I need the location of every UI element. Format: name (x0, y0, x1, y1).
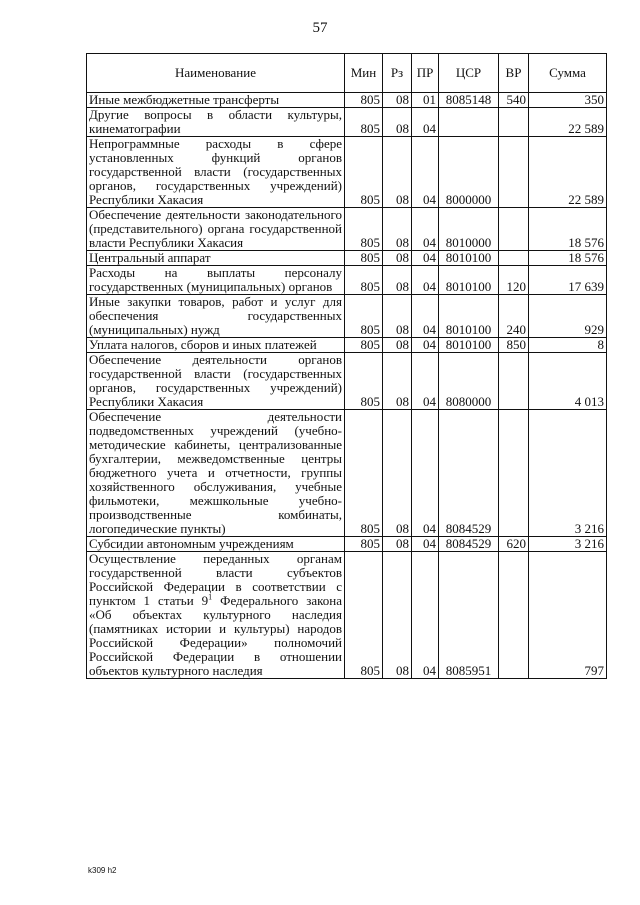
table-row (87, 353, 607, 410)
row-vr (499, 552, 529, 679)
row-csr: 8010100 (439, 295, 499, 338)
row-vr: 240 (499, 295, 529, 338)
header-min: Мин (345, 54, 383, 93)
row-csr: 8010100 (439, 251, 499, 266)
row-pr: 04 (412, 410, 439, 537)
row-csr: 8010100 (439, 338, 499, 353)
row-csr: 8000000 (439, 137, 499, 208)
row-name: Иные закупки товаров, работ и услуг для обеспечения государственных (муниципальных) нужд (87, 295, 345, 338)
row-sum: 797 (529, 552, 607, 679)
row-vr (499, 108, 529, 137)
row-rz: 08 (383, 353, 412, 410)
row-rz: 08 (383, 93, 412, 108)
row-name-part: Федерального закона «Об объектах культурного наследия (памятниках истории и культуры) народов Российской Федерации» полномочий Российской Федерации в отношении объектов культурного наследия (89, 593, 342, 678)
header-csr: ЦСР (439, 54, 499, 93)
row-min: 805 (345, 208, 383, 251)
row-sum: 22 589 (529, 108, 607, 137)
row-vr (499, 251, 529, 266)
row-pr: 04 (412, 552, 439, 679)
row-vr (499, 410, 529, 537)
table-row (87, 410, 607, 537)
row-sum: 929 (529, 295, 607, 338)
superscript-footnote: 1 (208, 592, 213, 602)
row-pr: 04 (412, 338, 439, 353)
table-row (87, 137, 607, 208)
row-rz: 08 (383, 108, 412, 137)
row-min: 805 (345, 266, 383, 295)
row-vr: 120 (499, 266, 529, 295)
row-name: Уплата налогов, сборов и иных платежей (87, 338, 345, 353)
row-csr: 8080000 (439, 353, 499, 410)
row-min: 805 (345, 353, 383, 410)
row-sum: 17 639 (529, 266, 607, 295)
row-csr: 8010100 (439, 266, 499, 295)
header-pr: ПР (412, 54, 439, 93)
table-row (87, 266, 607, 295)
row-rz: 08 (383, 137, 412, 208)
budget-table (86, 53, 607, 679)
row-csr: 8084529 (439, 410, 499, 537)
row-sum: 3 216 (529, 537, 607, 552)
table-row (87, 108, 607, 137)
table-row (87, 251, 607, 266)
row-name: Центральный аппарат (87, 251, 345, 266)
row-pr: 04 (412, 208, 439, 251)
table-row (87, 93, 607, 108)
header-vr: ВР (499, 54, 529, 93)
row-min: 805 (345, 251, 383, 266)
row-vr: 850 (499, 338, 529, 353)
header-name: Наименование (87, 54, 345, 93)
row-sum: 4 013 (529, 353, 607, 410)
row-pr: 04 (412, 108, 439, 137)
row-csr: 8085148 (439, 93, 499, 108)
row-rz: 08 (383, 338, 412, 353)
table-row (87, 552, 607, 679)
row-rz: 08 (383, 410, 412, 537)
row-sum: 350 (529, 93, 607, 108)
row-vr: 540 (499, 93, 529, 108)
row-pr: 04 (412, 266, 439, 295)
row-csr: 8084529 (439, 537, 499, 552)
row-pr: 04 (412, 353, 439, 410)
row-csr: 8085951 (439, 552, 499, 679)
row-min: 805 (345, 108, 383, 137)
row-pr: 04 (412, 251, 439, 266)
row-vr (499, 137, 529, 208)
table-header-row (87, 54, 607, 93)
row-pr: 04 (412, 537, 439, 552)
row-min: 805 (345, 410, 383, 537)
row-sum: 8 (529, 338, 607, 353)
row-rz: 08 (383, 295, 412, 338)
row-name: Расходы на выплаты персоналу государственных (муниципальных) органов (87, 266, 345, 295)
row-name (87, 552, 345, 679)
row-csr (439, 108, 499, 137)
row-sum: 18 576 (529, 251, 607, 266)
row-vr (499, 208, 529, 251)
footer-code: k309 h2 (88, 866, 117, 875)
row-name: Иные межбюджетные трансферты (87, 93, 345, 108)
row-sum: 3 216 (529, 410, 607, 537)
row-name: Обеспечение деятельности органов государственной власти (государственных органов, государственных учреждений) Республики Хакасия (87, 353, 345, 410)
row-csr: 8010000 (439, 208, 499, 251)
table-row (87, 208, 607, 251)
row-rz: 08 (383, 208, 412, 251)
row-min: 805 (345, 338, 383, 353)
row-name-part: Осуществление переданных органам государственной власти субъектов Российской Федерации в соответствии с пунктом 1 статьи 9 (89, 551, 342, 608)
row-min: 805 (345, 93, 383, 108)
row-min: 805 (345, 295, 383, 338)
row-sum: 22 589 (529, 137, 607, 208)
row-rz: 08 (383, 266, 412, 295)
header-sum: Сумма (529, 54, 607, 93)
row-rz: 08 (383, 251, 412, 266)
row-name: Обеспечение деятельности подведомственных учреждений (учебно-методические кабинеты, централизованные бухгалтерии, межведомственные центры бюджетного учета и отчетности, группы хозяйственного обслуживания, учебные фильмотеки, межшкольные учебно-производственные комбинаты, логопедические пункты) (87, 410, 345, 537)
page-number: 57 (312, 20, 328, 36)
row-pr: 04 (412, 295, 439, 338)
table-row (87, 537, 607, 552)
row-name: Субсидии автономным учреждениям (87, 537, 345, 552)
row-name: Другие вопросы в области культуры, кинематографии (87, 108, 345, 137)
header-rz: Рз (383, 54, 412, 93)
row-vr: 620 (499, 537, 529, 552)
row-rz: 08 (383, 537, 412, 552)
table-row (87, 338, 607, 353)
row-pr: 04 (412, 137, 439, 208)
row-pr: 01 (412, 93, 439, 108)
row-name: Непрограммные расходы в сфере установленных функций органов государственной власти (государственных органов, государственных учреждений) Республики Хакасия (87, 137, 345, 208)
row-rz: 08 (383, 552, 412, 679)
row-min: 805 (345, 537, 383, 552)
table-row (87, 295, 607, 338)
row-name: Обеспечение деятельности законодательного (представительного) органа государственной власти Республики Хакасия (87, 208, 345, 251)
row-min: 805 (345, 552, 383, 679)
row-sum: 18 576 (529, 208, 607, 251)
row-min: 805 (345, 137, 383, 208)
row-vr (499, 353, 529, 410)
